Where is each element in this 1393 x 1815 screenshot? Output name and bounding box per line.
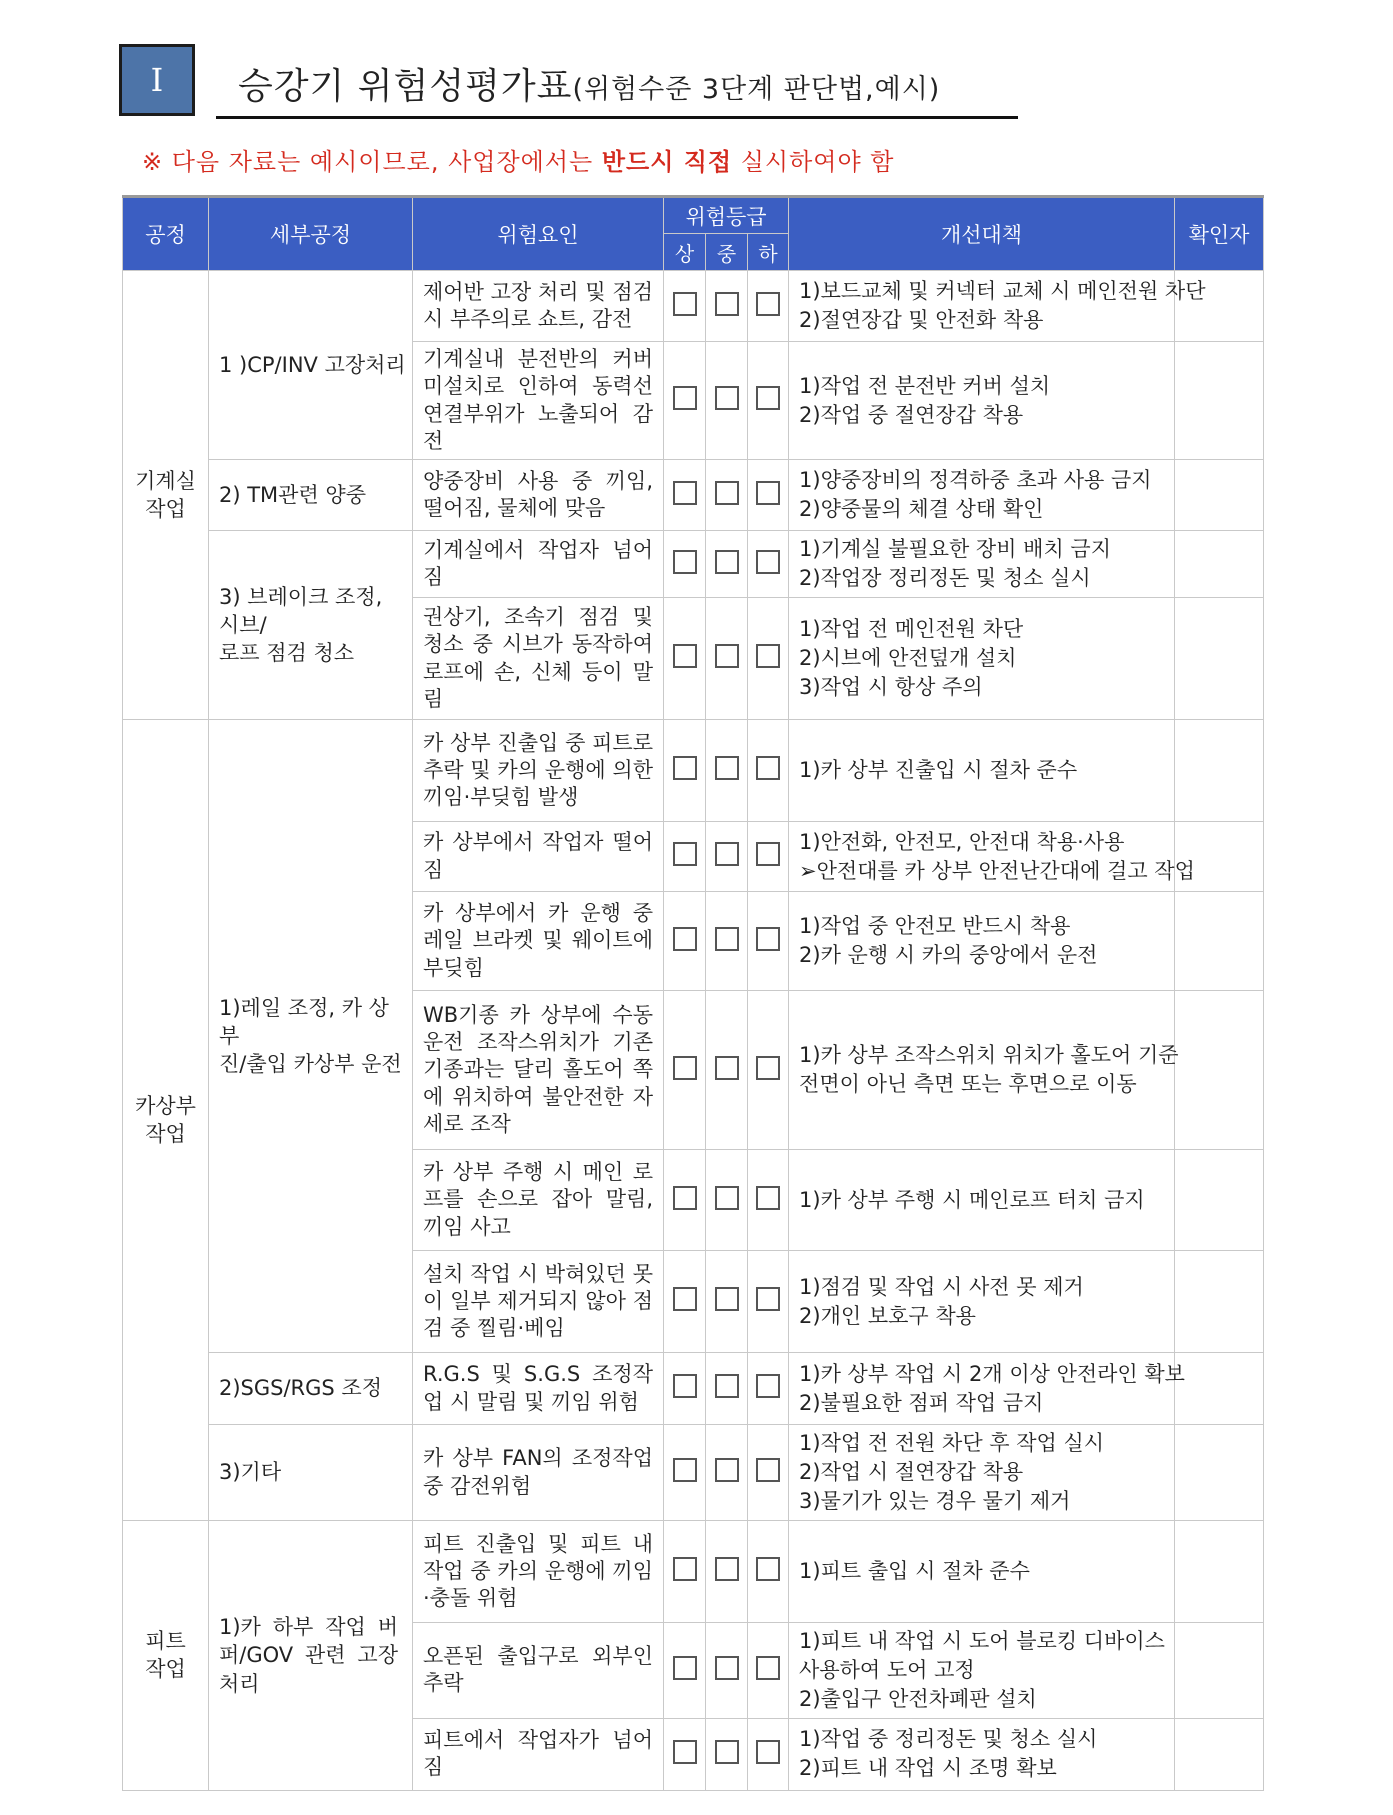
- grade-low-checkbox[interactable]: [756, 927, 780, 951]
- title-underline: [216, 116, 1018, 119]
- subprocess-cell: [209, 531, 413, 720]
- improvement-cell: [789, 1150, 1175, 1251]
- grade-low-checkbox[interactable]: [756, 1740, 780, 1764]
- risk-factor-cell: 기계실내 분전반의 커버 미설치로 인하여 동력선 연결부위가 노출되어 감전: [413, 342, 664, 460]
- measure-line: 1)안전화, 안전모, 안전대 착용·사용: [799, 829, 1125, 854]
- table-row: [123, 1353, 1264, 1425]
- grade-low-cell: [748, 1521, 789, 1623]
- cell-label: 기계실 작업: [135, 468, 196, 522]
- cell-label: 카상부 작업: [135, 1093, 196, 1147]
- grade-mid-cell: [706, 1521, 748, 1623]
- risk-factor-cell: WB기종 카 상부에 수동 운전 조작스위치가 기존 기종과는 달리 홀도어 쪽에 위치하여 불안전한 자세로 조작: [413, 991, 664, 1150]
- grade-high-checkbox[interactable]: [673, 1656, 697, 1680]
- cell-label: 3) 브레이크 조정, 시브/ 로프 점검 청소: [219, 584, 383, 666]
- subprocess-cell: [209, 720, 413, 1353]
- measure-line: 1)작업 전 분전반 커버 설치: [799, 373, 1051, 398]
- confirmer-cell: [1175, 1718, 1264, 1790]
- improvement-cell: [789, 991, 1179, 1150]
- grade-low-cell: [748, 271, 789, 342]
- measure-line: 1)보드교체 및 커넥터 교체 시 메인전원 차단: [799, 279, 1206, 304]
- table-row: [123, 720, 1264, 822]
- grade-mid-cell: [706, 1425, 748, 1521]
- table-row: [123, 460, 1264, 531]
- risk-factor-cell: 피트 진출입 및 피트 내 작업 중 카의 운행에 끼임·충돌 위험: [413, 1521, 664, 1623]
- grade-mid-checkbox[interactable]: [715, 1374, 739, 1398]
- improvement-cell: [789, 892, 1175, 991]
- grade-mid-cell: [706, 598, 748, 720]
- notice-text: [142, 142, 894, 177]
- grade-mid-cell: [706, 991, 748, 1150]
- grade-high-checkbox[interactable]: [673, 386, 697, 410]
- grade-high-cell: [664, 1623, 706, 1719]
- measure-line: 2)작업 중 절연장갑 착용: [799, 402, 1024, 427]
- grade-high-checkbox[interactable]: [673, 550, 697, 574]
- col-grade-high: 상: [664, 234, 706, 271]
- confirmer-cell: [1175, 991, 1264, 1150]
- table-row: [123, 1425, 1264, 1521]
- improvement-cell: [789, 460, 1175, 531]
- measure-line: 2)작업 시 절연장갑 착용: [799, 1460, 1024, 1485]
- grade-mid-cell: [706, 1623, 748, 1719]
- risk-factor-cell: 권상기, 조속기 점검 및 청소 중 시브가 동작하여 로프에 손, 신체 등이 말림: [413, 598, 664, 720]
- measure-line: 2)양중물의 체결 상태 확인: [799, 497, 1044, 522]
- confirmer-cell: [1175, 1425, 1264, 1521]
- improvement-cell: [789, 1425, 1175, 1521]
- grade-low-cell: [748, 1251, 789, 1353]
- grade-low-checkbox[interactable]: [756, 1656, 780, 1680]
- grade-high-cell: [664, 892, 706, 991]
- grade-low-checkbox[interactable]: [756, 481, 780, 505]
- grade-low-checkbox[interactable]: [756, 842, 780, 866]
- risk-factor-cell: 카 상부 주행 시 메인 로프를 손으로 잡아 말림, 끼임 사고: [413, 1150, 664, 1251]
- col-risk-factor: 위험요인: [413, 197, 664, 271]
- grade-mid-checkbox[interactable]: [715, 550, 739, 574]
- cell-label: 3)기타: [219, 1460, 282, 1485]
- grade-high-cell: [664, 822, 706, 892]
- risk-factor-cell: 제어반 고장 처리 및 점검 시 부주의로 쇼트, 감전: [413, 271, 664, 342]
- grade-low-cell: [748, 1150, 789, 1251]
- risk-factor-cell: 피트에서 작업자가 넘어짐: [413, 1718, 664, 1790]
- risk-factor-cell: 카 상부에서 카 운행 중 레일 브라켓 및 웨이트에 부딪힘: [413, 892, 664, 991]
- col-process: 공정: [123, 197, 209, 271]
- improvement-cell: [789, 271, 1206, 342]
- grade-low-checkbox[interactable]: [756, 756, 780, 780]
- measure-line: 2)불필요한 점퍼 작업 금지: [799, 1390, 1044, 1415]
- measure-line: 2)피트 내 작업 시 조명 확보: [799, 1756, 1057, 1781]
- improvement-cell: [789, 531, 1175, 598]
- grade-high-checkbox[interactable]: [673, 756, 697, 780]
- risk-factor-cell: 카 상부에서 작업자 떨어짐: [413, 822, 664, 892]
- grade-high-cell: [664, 460, 706, 531]
- process-cell: [123, 1521, 209, 1791]
- table-body: [123, 271, 1264, 1791]
- grade-low-checkbox[interactable]: [756, 386, 780, 410]
- grade-high-cell: [664, 531, 706, 598]
- grade-high-cell: [664, 1150, 706, 1251]
- confirmer-cell: [1175, 720, 1264, 822]
- grade-high-checkbox[interactable]: [673, 292, 697, 316]
- measure-line: 3)물기가 있는 경우 물기 제거: [799, 1489, 1071, 1514]
- confirmer-cell: [1175, 342, 1264, 460]
- grade-low-cell: [748, 531, 789, 598]
- improvement-cell: [789, 342, 1175, 460]
- col-subprocess: 세부공정: [209, 197, 413, 271]
- improvement-cell: [789, 1521, 1175, 1623]
- measure-line: 2)개인 보호구 착용: [799, 1303, 976, 1328]
- risk-factor-cell: R.G.S 및 S.G.S 조정작업 시 말림 및 끼임 위험: [413, 1353, 664, 1425]
- measure-line: 2)카 운행 시 카의 중앙에서 운전: [799, 943, 1098, 968]
- notice-prefix: ※ 다음 자료는 예시이므로, 사업장에서는: [142, 148, 602, 176]
- risk-factor-cell: 오픈된 출입구로 외부인 추락: [413, 1623, 664, 1719]
- grade-mid-checkbox[interactable]: [715, 292, 739, 316]
- grade-high-checkbox[interactable]: [673, 644, 697, 668]
- grade-low-checkbox[interactable]: [756, 1056, 780, 1080]
- improvement-cell: [789, 822, 1195, 892]
- measure-line: 1)작업 전 메인전원 차단: [799, 617, 1024, 642]
- col-risk-grade: 위험등급: [664, 197, 789, 234]
- grade-mid-checkbox[interactable]: [715, 1056, 739, 1080]
- grade-high-cell: [664, 1521, 706, 1623]
- process-cell: [123, 271, 209, 720]
- risk-factor-cell: 양중장비 사용 중 끼임, 떨어짐, 물체에 맞음: [413, 460, 664, 531]
- improvement-cell: [789, 1353, 1185, 1425]
- measure-line: 1)점검 및 작업 시 사전 못 제거: [799, 1274, 1084, 1299]
- grade-high-cell: [664, 271, 706, 342]
- table-row: [123, 271, 1264, 342]
- grade-mid-cell: [706, 720, 748, 822]
- grade-mid-cell: [706, 531, 748, 598]
- grade-high-checkbox[interactable]: [673, 842, 697, 866]
- grade-high-cell: [664, 1718, 706, 1790]
- grade-mid-checkbox[interactable]: [715, 1186, 739, 1210]
- measure-line: 1)카 상부 진출입 시 절차 준수: [799, 758, 1078, 783]
- col-confirmer: 확인자: [1175, 197, 1264, 271]
- grade-mid-checkbox[interactable]: [715, 756, 739, 780]
- section-numeral: Ⅰ: [150, 61, 164, 99]
- grade-low-checkbox[interactable]: [756, 1374, 780, 1398]
- grade-high-checkbox[interactable]: [673, 927, 697, 951]
- measure-line: 2)출입구 안전차폐판 설치: [799, 1686, 1037, 1711]
- grade-mid-cell: [706, 1353, 748, 1425]
- col-grade-mid: 중: [706, 234, 748, 271]
- grade-high-checkbox[interactable]: [673, 1458, 697, 1482]
- grade-low-cell: [748, 1425, 789, 1521]
- measure-line: 1)카 상부 주행 시 메인로프 터치 금지: [799, 1187, 1145, 1212]
- improvement-cell: [789, 1718, 1175, 1790]
- grade-low-cell: [748, 822, 789, 892]
- grade-mid-checkbox[interactable]: [715, 1656, 739, 1680]
- risk-factor-cell: 기계실에서 작업자 넘어짐: [413, 531, 664, 598]
- measure-line: 전면이 아닌 측면 또는 후면으로 이동: [799, 1072, 1137, 1097]
- grade-high-checkbox[interactable]: [673, 481, 697, 505]
- subprocess-cell: [209, 1425, 413, 1521]
- grade-high-cell: [664, 598, 706, 720]
- subprocess-cell: [209, 460, 413, 531]
- grade-mid-checkbox[interactable]: [715, 927, 739, 951]
- grade-high-cell: [664, 342, 706, 460]
- confirmer-cell: [1175, 460, 1264, 531]
- measure-line: 2)절연장갑 및 안전화 착용: [799, 308, 1044, 332]
- grade-mid-checkbox[interactable]: [715, 386, 739, 410]
- grade-mid-checkbox[interactable]: [715, 481, 739, 505]
- measure-line: 1)작업 중 정리정돈 및 청소 실시: [799, 1727, 1098, 1752]
- cell-label: 2)SGS/RGS 조정: [219, 1376, 383, 1401]
- grade-low-cell: [748, 1718, 789, 1790]
- grade-high-checkbox[interactable]: [673, 1056, 697, 1080]
- grade-low-checkbox[interactable]: [756, 644, 780, 668]
- grade-high-cell: [664, 720, 706, 822]
- measure-line: 2)작업장 정리정돈 및 청소 실시: [799, 566, 1091, 591]
- grade-mid-checkbox[interactable]: [715, 1287, 739, 1311]
- cell-label: 2) TM관련 양중: [219, 483, 366, 508]
- grade-low-cell: [748, 720, 789, 822]
- measure-line: 1)피트 출입 시 절차 준수: [799, 1559, 1030, 1584]
- page-title: [238, 58, 940, 109]
- grade-high-checkbox[interactable]: [673, 1374, 697, 1398]
- notice-bold: 반드시 직접: [601, 148, 733, 176]
- title-sub: (위험수준 3단계 판단법,예시): [572, 74, 941, 105]
- grade-high-cell: [664, 1425, 706, 1521]
- cell-label: 1)레일 조정, 카 상부 진/출입 카상부 운전: [219, 995, 402, 1077]
- grade-low-cell: [748, 1353, 789, 1425]
- improvement-cell: [789, 1251, 1175, 1353]
- grade-mid-cell: [706, 342, 748, 460]
- table-row: [123, 531, 1264, 598]
- measure-line: 1)기계실 불필요한 장비 배치 금지: [799, 537, 1112, 562]
- grade-mid-cell: [706, 1718, 748, 1790]
- measure-line: 1)작업 중 안전모 반드시 착용: [799, 914, 1071, 939]
- grade-mid-checkbox[interactable]: [715, 644, 739, 668]
- grade-high-checkbox[interactable]: [673, 1740, 697, 1764]
- notice-suffix: 실시하여야 함: [732, 148, 895, 176]
- confirmer-cell: [1175, 1150, 1264, 1251]
- grade-mid-cell: [706, 822, 748, 892]
- grade-mid-checkbox[interactable]: [715, 1458, 739, 1482]
- measure-line: 1)작업 전 전원 차단 후 작업 실시: [799, 1431, 1105, 1456]
- grade-low-cell: [748, 460, 789, 531]
- grade-high-cell: [664, 1251, 706, 1353]
- risk-factor-cell: 설치 작업 시 박혀있던 못이 일부 제거되지 않아 점검 중 찔림·베임: [413, 1251, 664, 1353]
- grade-low-checkbox[interactable]: [756, 1287, 780, 1311]
- grade-low-cell: [748, 892, 789, 991]
- grade-mid-checkbox[interactable]: [715, 842, 739, 866]
- grade-mid-checkbox[interactable]: [715, 1557, 739, 1581]
- subprocess-cell: 1)카 하부 작업 버퍼/GOV 관련 고장처리: [209, 1521, 413, 1791]
- cell-label: 피트 작업: [145, 1629, 186, 1682]
- grade-low-cell: [748, 991, 789, 1150]
- measure-line: 3)작업 시 항상 주의: [799, 675, 983, 700]
- grade-low-checkbox[interactable]: [756, 550, 780, 574]
- confirmer-cell: [1175, 1353, 1264, 1425]
- improvement-cell: [789, 720, 1175, 822]
- col-improvement: 개선대책: [789, 197, 1175, 271]
- measure-line: ➢안전대를 카 상부 안전난간대에 걸고 작업: [799, 858, 1195, 883]
- process-cell: [123, 720, 209, 1521]
- grade-mid-cell: [706, 271, 748, 342]
- table-row: [123, 1521, 1264, 1623]
- measure-line: 1)카 상부 작업 시 2개 이상 안전라인 확보: [799, 1361, 1185, 1386]
- confirmer-cell: [1175, 892, 1264, 991]
- subprocess-cell: [209, 271, 413, 460]
- confirmer-cell: [1175, 531, 1264, 598]
- grade-mid-cell: [706, 1150, 748, 1251]
- grade-high-checkbox[interactable]: [673, 1557, 697, 1581]
- grade-low-cell: [748, 342, 789, 460]
- grade-high-cell: [664, 991, 706, 1150]
- risk-factor-cell: 카 상부 FAN의 조정작업 중 감전위험: [413, 1425, 664, 1521]
- grade-high-checkbox[interactable]: [673, 1287, 697, 1311]
- grade-mid-cell: [706, 460, 748, 531]
- confirmer-cell: [1175, 1251, 1264, 1353]
- risk-factor-cell: 카 상부 진출입 중 피트로 추락 및 카의 운행에 의한 끼임·부딪힘 발생: [413, 720, 664, 822]
- section-number-box: [119, 44, 195, 116]
- improvement-cell: [789, 1623, 1175, 1719]
- grade-high-cell: [664, 1353, 706, 1425]
- grade-low-checkbox[interactable]: [756, 1458, 780, 1482]
- grade-low-checkbox[interactable]: [756, 292, 780, 316]
- confirmer-cell: [1175, 1623, 1264, 1719]
- grade-low-cell: [748, 1623, 789, 1719]
- measure-line: 1)카 상부 조작스위치 위치가 홀도어 기준: [799, 1043, 1179, 1068]
- col-grade-low: 하: [748, 234, 789, 271]
- grade-low-cell: [748, 598, 789, 720]
- cell-label: 1 )CP/INV 고장처리: [219, 352, 406, 377]
- improvement-cell: [789, 598, 1175, 720]
- measure-line: 1)피트 내 작업 시 도어 블로킹 디바이스: [799, 1629, 1165, 1654]
- confirmer-cell: [1175, 598, 1264, 720]
- grade-low-checkbox[interactable]: [756, 1186, 780, 1210]
- risk-assessment-table: [122, 195, 1264, 1791]
- subprocess-cell: [209, 1353, 413, 1425]
- grade-mid-cell: [706, 1251, 748, 1353]
- grade-low-checkbox[interactable]: [756, 1557, 780, 1581]
- grade-high-checkbox[interactable]: [673, 1186, 697, 1210]
- measure-line: 사용하여 도어 고정: [799, 1658, 975, 1682]
- measure-line: 2)시브에 안전덮개 설치: [799, 646, 1017, 671]
- grade-mid-checkbox[interactable]: [715, 1740, 739, 1764]
- confirmer-cell: [1175, 1521, 1264, 1623]
- title-main: 승강기 위험성평가표: [238, 66, 573, 107]
- grade-mid-cell: [706, 892, 748, 991]
- measure-line: 1)양중장비의 정격하중 초과 사용 금지: [799, 468, 1152, 493]
